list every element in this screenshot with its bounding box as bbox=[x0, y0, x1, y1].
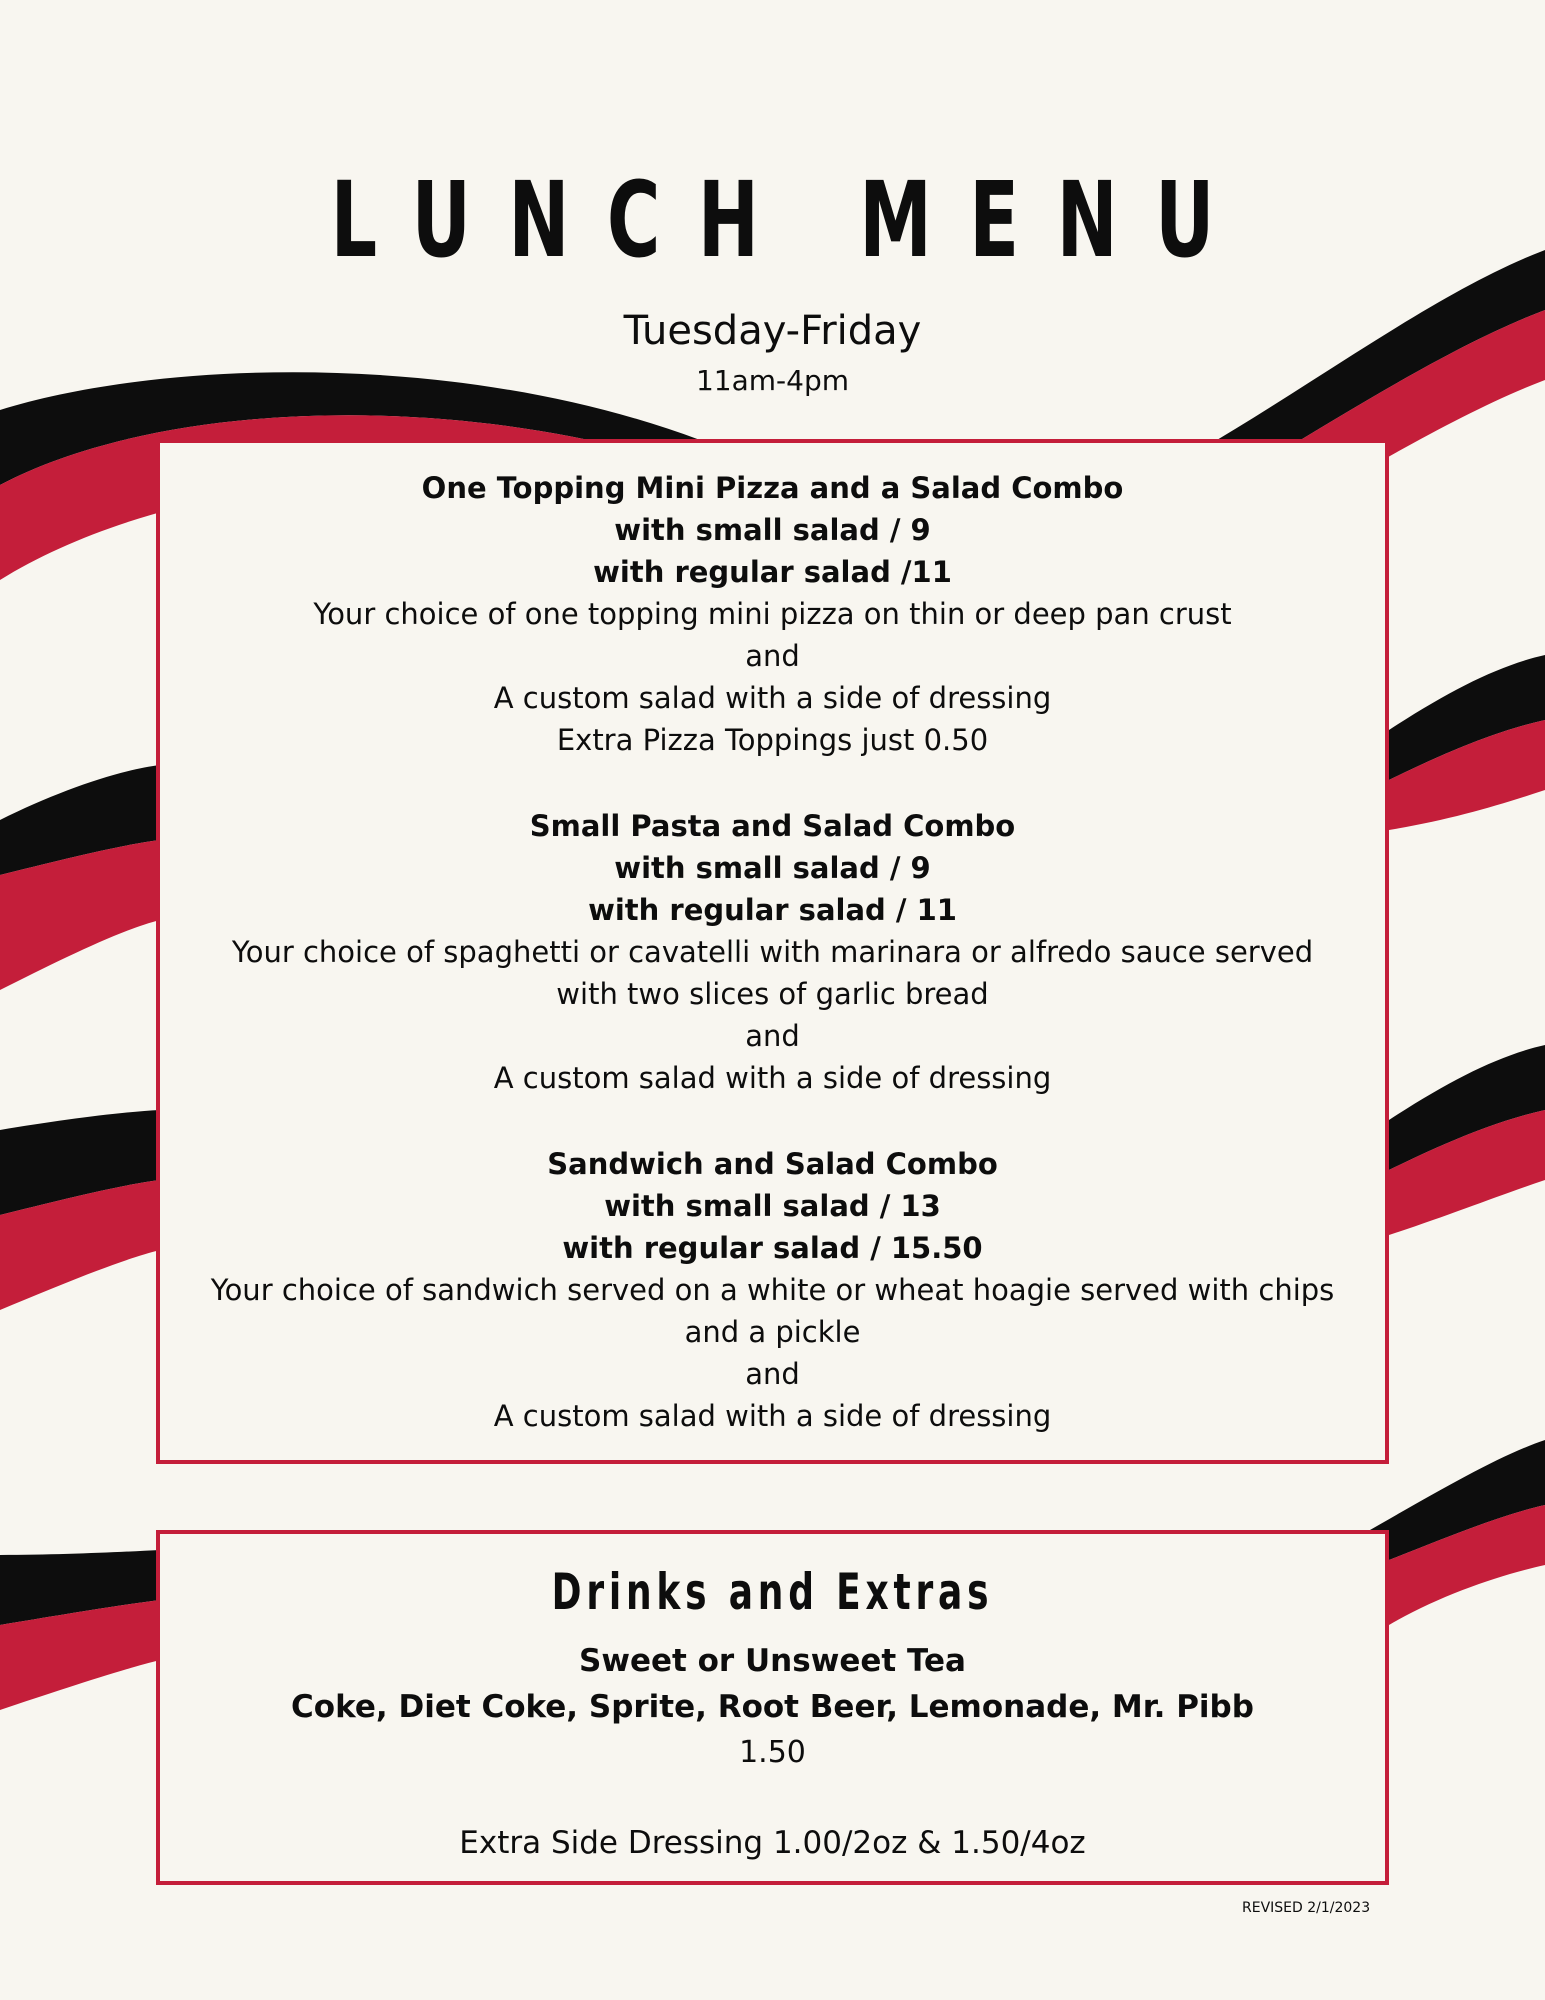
combo-description-line: and bbox=[745, 1019, 800, 1053]
combo-description-line: and bbox=[745, 1357, 800, 1391]
combo-description-line: Your choice of spaghetti or cavatelli with marinara or alfredo sauce served bbox=[231, 935, 1314, 969]
combo-price-regular: with regular salad /11 bbox=[593, 555, 952, 589]
combo-description-line: Extra Pizza Toppings just 0.50 bbox=[556, 723, 989, 757]
combo-description-line: with two slices of garlic bread bbox=[556, 977, 989, 1011]
combo-description-line: A custom salad with a side of dressing bbox=[493, 1061, 1052, 1095]
combo-price-small: with small salad / 13 bbox=[604, 1189, 941, 1223]
combo-item-pizza bbox=[160, 467, 1385, 761]
extra-dressing-price: Extra Side Dressing 1.00/2oz & 1.50/4oz bbox=[459, 1825, 1086, 1861]
combo-item-sandwich bbox=[160, 1143, 1385, 1437]
combo-description-line: Your choice of sandwich served on a white or wheat hoagie served with chips bbox=[210, 1273, 1335, 1307]
combo-price-small: with small salad / 9 bbox=[614, 851, 931, 885]
combo-price-regular: with regular salad / 15.50 bbox=[562, 1231, 983, 1265]
combo-price-regular: with regular salad / 11 bbox=[588, 893, 957, 927]
combo-name: Small Pasta and Salad Combo bbox=[529, 809, 1016, 843]
drink-line-sodas: Coke, Diet Coke, Sprite, Root Beer, Lemonade, Mr. Pibb bbox=[291, 1689, 1254, 1725]
combo-name: Sandwich and Salad Combo bbox=[547, 1147, 998, 1181]
menu-title: LUNCH MENU bbox=[330, 159, 1252, 281]
combo-description-line: A custom salad with a side of dressing bbox=[493, 1399, 1052, 1433]
service-hours: 11am-4pm bbox=[695, 364, 850, 397]
combo-description-line: A custom salad with a side of dressing bbox=[493, 681, 1052, 715]
drinks-extras-box bbox=[156, 1530, 1389, 1885]
combo-description-line: and a pickle bbox=[684, 1315, 861, 1349]
revised-date: REVISED 2/1/2023 bbox=[1242, 1900, 1371, 1916]
drink-price: 1.50 bbox=[739, 1735, 806, 1770]
drinks-extras-heading: Drinks and Extras bbox=[551, 1563, 994, 1621]
drink-line-tea: Sweet or Unsweet Tea bbox=[579, 1643, 966, 1679]
combo-description-line: Your choice of one topping mini pizza on thin or deep pan crust bbox=[313, 597, 1232, 631]
combo-description-line: and bbox=[745, 639, 800, 673]
combo-item-pasta bbox=[160, 805, 1385, 1099]
lunch-combos-box bbox=[156, 439, 1389, 1464]
combo-price-small: with small salad / 9 bbox=[614, 513, 931, 547]
combo-name: One Topping Mini Pizza and a Salad Combo bbox=[421, 471, 1124, 505]
service-days: Tuesday-Friday bbox=[623, 308, 922, 354]
